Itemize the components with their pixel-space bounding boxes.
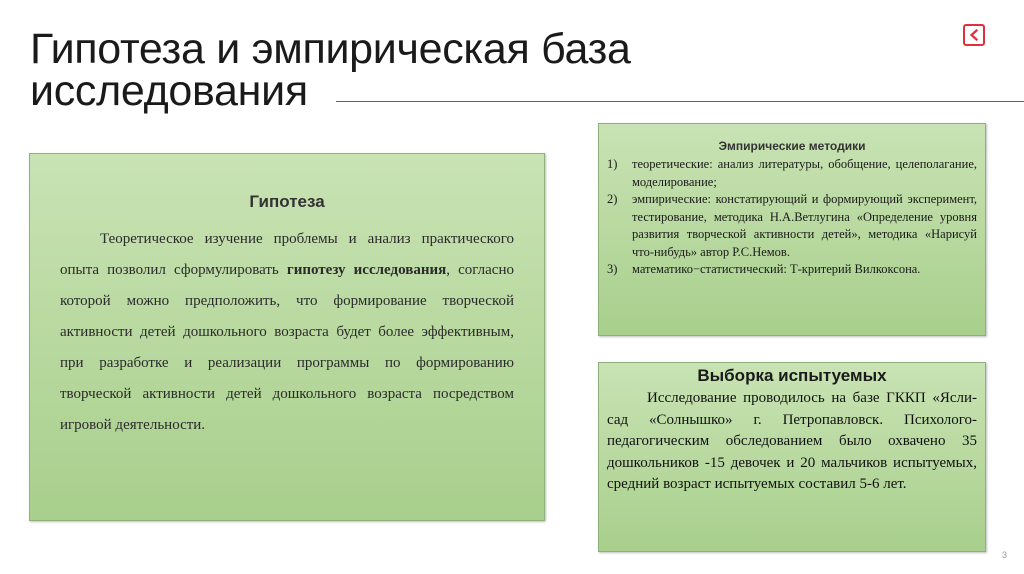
methods-list [607,156,977,279]
title-underline [336,101,1024,102]
list-item-text: математико−статистический: Т-критерий Вилкоксона. [632,262,921,276]
hypothesis-panel [29,153,545,521]
title-line-2: исследования [30,67,308,115]
list-item-number: 1) [607,157,618,171]
slide-title [30,25,631,115]
methods-panel [598,123,986,336]
sample-text: Исследование проводилось на базе ГККП «Ясли-сад «Солнышко» г. Петропавловск. Психолого-педагогическим обследованием было охвачено 35 дошкольников -15 девочек и 20 мальчиков испытуемых, средний возраст испытуемых составил 5-6 лет. [607,390,977,492]
hypothesis-text [60,224,514,441]
hypothesis-text-part1: Теоретическое изучение проблемы и анализ практического опыта позволил сформулировать [60,231,514,278]
sample-heading: Выборка испытуемых [697,366,887,385]
back-arrow-icon [968,29,980,41]
hypothesis-text-bold: гипотезу исследования [286,262,447,278]
sample-panel [598,362,986,552]
methods-heading: Эмпирические методики [718,139,866,153]
page-number: 3 [1002,550,1008,560]
list-item-text: эмпирические: констатирующий и формирующий эксперимент, тестирование, методика Н.А.Ветлугина «Определение уровня развития творческой активности детей», методика «Нарисуй что-нибудь» автор Р.С.Немов. [632,192,977,259]
list-item [607,261,977,279]
hypothesis-text-part2: , согласно которой можно предположить, что формирование творческой активности детей дошкольного возраста будет более эффективным, при разработке и реализации программы по формированию творческой активности детей дошкольного возраста посредством игровой деятельности. [60,262,514,433]
list-item [607,156,977,191]
hypothesis-heading: Гипотеза [249,192,325,211]
title-line-1: Гипотеза и эмпирическая база [30,25,631,73]
back-button[interactable] [963,24,985,46]
list-item [607,191,977,261]
list-item-text: теоретические: анализ литературы, обобщение, целеполагание, моделирование; [632,157,977,189]
list-item-number: 2) [607,192,618,206]
list-item-number: 3) [607,262,618,276]
